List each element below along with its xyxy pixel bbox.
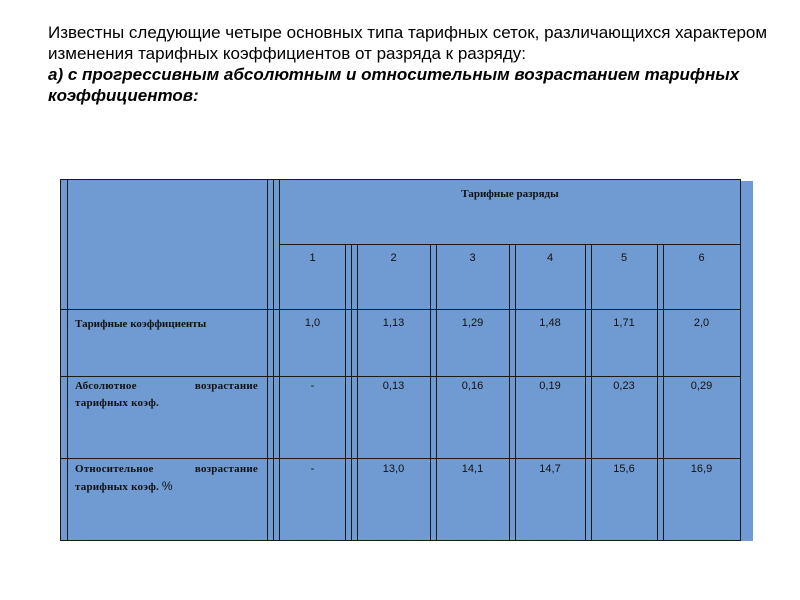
relative-growth-value: 16,9 (690, 463, 713, 475)
relative-growth-value: 15,6 (613, 463, 635, 475)
relative-growth-value: 14,7 (539, 463, 561, 475)
col-divider (515, 244, 516, 540)
absolute-growth-value: 0,13 (382, 380, 405, 392)
col-divider (357, 244, 358, 540)
col-divider (509, 244, 510, 540)
rank-number: 1 (309, 252, 316, 264)
col-divider (345, 244, 346, 540)
tariff-table (60, 179, 753, 541)
col-divider (436, 244, 437, 540)
rank-number: 4 (546, 252, 554, 264)
intro-paragraph: Известны следующие четыре основных типа тарифных сеток, различающихся характером изменения тарифных коэффициентов от разряда к разряду: (48, 23, 768, 63)
relative-growth-value: 14,1 (461, 463, 484, 475)
absolute-growth-value: 0,29 (690, 380, 713, 392)
coefficient-value: 1,48 (539, 317, 561, 329)
coefficient-value: 1,71 (613, 317, 635, 329)
col-divider (430, 244, 431, 540)
intro-subheading: а) с прогрессивным абсолютным и относительным возрастанием тарифных коэффициентов: (48, 65, 740, 105)
col-divider (657, 244, 658, 540)
row-divider (61, 309, 740, 310)
absolute-growth-value: - (310, 380, 315, 392)
col-divider (351, 244, 352, 540)
coefficient-value: 1,13 (382, 317, 405, 329)
row-label-absolute-growth: Абсолютное возрастание тарифных коэф. (75, 380, 258, 409)
absolute-growth-value: 0,19 (539, 380, 561, 392)
col-divider (67, 180, 68, 540)
row-divider (61, 376, 740, 377)
rank-number: 6 (698, 252, 705, 264)
coefficient-value: 2,0 (693, 317, 710, 329)
rank-number: 5 (620, 252, 628, 264)
absolute-growth-value: 0,23 (613, 380, 635, 392)
relative-growth-value: - (310, 463, 315, 475)
relative-growth-value: 13,0 (382, 463, 405, 475)
row-divider (61, 458, 740, 459)
row-label-coefficients: Тарифные коэффициенты (75, 318, 207, 330)
coefficient-value: 1,0 (304, 317, 321, 329)
col-divider (663, 244, 664, 540)
header-tariff-ranks: Тарифные разряды (461, 188, 559, 200)
row-label-relative-growth (75, 461, 258, 496)
table-body (60, 179, 741, 541)
col-divider (279, 180, 280, 540)
percent-sign: % (161, 479, 173, 493)
rank-number: 3 (469, 252, 476, 264)
col-divider (585, 244, 586, 540)
absolute-growth-value: 0,16 (461, 380, 484, 392)
intro-text (48, 22, 768, 106)
header-divider (280, 244, 740, 245)
row-label-relative-growth-text: Относительное возрастание тарифных коэф. (75, 463, 258, 493)
col-divider (267, 180, 268, 540)
rank-number: 2 (390, 252, 397, 264)
col-divider (591, 244, 592, 540)
col-divider (273, 180, 274, 540)
coefficient-value: 1,29 (461, 317, 484, 329)
